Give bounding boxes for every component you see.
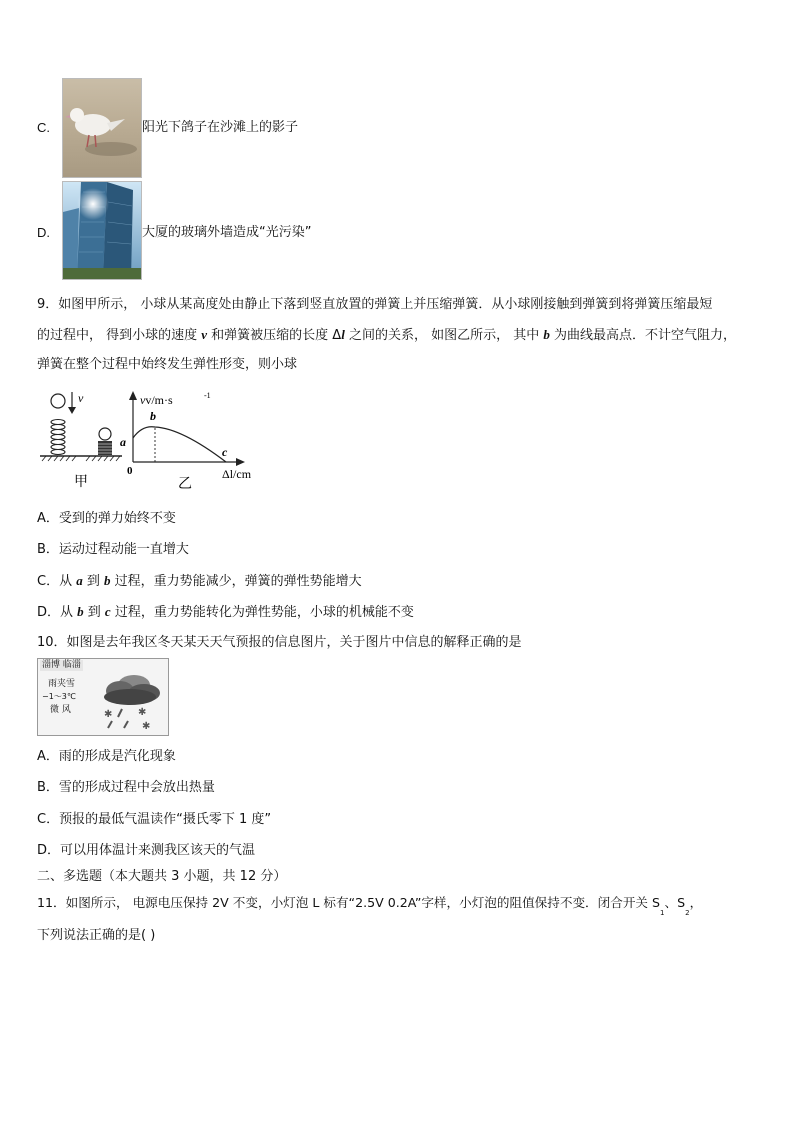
y-axis-exp: -1	[204, 391, 211, 400]
y-axis-label: vv/m·s	[140, 393, 173, 407]
option-var: a	[76, 573, 83, 588]
option-text: 雨的形成是汽化现象	[58, 749, 176, 764]
option-letter: B．	[37, 780, 59, 795]
cloud-snow-icon	[94, 671, 166, 731]
q11-sub-1: 1	[660, 909, 665, 917]
x-axis-label: Δl/cm	[222, 467, 252, 481]
pigeon-shadow-photo	[62, 78, 142, 178]
q10-option-a	[37, 748, 176, 766]
option-text: 运动过程动能一直增大	[58, 542, 189, 557]
q9-option-d	[37, 603, 414, 622]
glass-building-photo	[62, 181, 142, 280]
fig-label-jia: 甲	[74, 474, 88, 490]
point-c: c	[222, 445, 228, 459]
origin-label: 0	[127, 465, 133, 477]
option-letter: B．	[37, 542, 59, 557]
q9-text: 为曲线最高点．不计空气阻力，	[549, 328, 737, 343]
point-a: a	[120, 435, 126, 449]
q9-figure	[36, 388, 276, 498]
q9-text: 和弹簧被压缩的长度 Δ	[207, 328, 342, 343]
q10-line-1: 10．如图是去年我区冬天某天天气预报的信息图片，关于图片中信息的解释正确的是	[37, 635, 522, 650]
q9-var-b: b	[543, 327, 550, 342]
option-text: 受到的弹力始终不变	[58, 511, 176, 526]
option-c-top-text: 阳光下鸽子在沙滩上的影子	[142, 120, 299, 135]
option-d-top	[37, 224, 50, 243]
fig-label-yi: 乙	[178, 476, 192, 492]
q9-var-v: v	[201, 327, 208, 342]
option-letter: A．	[37, 749, 59, 764]
q9-line-2	[37, 326, 736, 345]
velocity-curve	[133, 427, 226, 462]
option-letter: C．	[37, 574, 60, 589]
q9-option-c	[37, 572, 362, 591]
q10-option-c	[37, 811, 271, 829]
option-c-top	[37, 119, 50, 138]
option-var: c	[104, 604, 111, 619]
weather-wind: 微 风	[50, 705, 71, 715]
section-heading: 二、多选题（本大题共 3 小题，共 12 分）	[37, 869, 287, 884]
option-letter: D．	[37, 605, 61, 620]
option-letter: D．	[37, 843, 61, 858]
q11-text: 11．如图所示， 电源电压保持 2V 不变，小灯泡 L 标有“2.5V 0.2A”字样，小灯泡的阻值保持不变．闭合开关 S	[37, 895, 661, 910]
svg-text:✱: ✱	[142, 721, 151, 731]
option-text: 预报的最低气温读作“摄氏零下 1 度”	[59, 812, 272, 827]
option-letter: C．	[37, 812, 60, 827]
q10-option-b	[37, 779, 215, 797]
q11-sep: 、S	[664, 895, 686, 910]
q9-text: 之间的关系， 如图乙所示， 其中	[344, 328, 544, 343]
q11-line-2: 下列说法正确的是( )	[37, 928, 156, 943]
option-text: 可以用体温计来测我区该天的气温	[60, 843, 256, 858]
q11-sub-2: 2	[685, 909, 690, 917]
ball-on-spring	[99, 428, 111, 440]
weather-place: 淄博 临淄	[42, 660, 81, 670]
q11-tail: ，	[689, 895, 703, 910]
spring-uncompressed	[51, 420, 65, 455]
option-var: b	[77, 604, 84, 619]
falling-ball	[51, 394, 65, 408]
option-var: b	[103, 573, 111, 588]
fig-v-label: v	[78, 391, 84, 405]
option-text: 到	[82, 574, 104, 589]
q9-line-3: 弹簧在整个过程中始终发生弹性形变，则小球	[37, 357, 298, 372]
option-letter: D.	[37, 225, 50, 240]
point-b: b	[150, 409, 156, 423]
option-text: 到	[83, 605, 105, 620]
option-letter: A．	[37, 511, 59, 526]
q9-var-l: l	[341, 327, 345, 342]
q11-line-1	[37, 894, 703, 917]
option-text: 过程，重力势能转化为弹性势能，小球的机械能不变	[110, 605, 414, 620]
q10-option-d	[37, 842, 255, 860]
option-text: 过程，重力势能减少，弹簧的弹性势能增大	[110, 574, 362, 589]
option-letter: C.	[37, 120, 50, 135]
weather-type: 雨夹雪	[48, 679, 76, 689]
q9-text: 的过程中， 得到小球的速度	[37, 328, 202, 343]
y-axis-unit: v/m·s	[145, 393, 173, 407]
weather-temp: −1～3℃	[42, 692, 76, 701]
option-d-top-text: 大厦的玻璃外墙造成“光污染”	[142, 225, 312, 240]
q9-option-a	[37, 510, 176, 528]
option-text: 雪的形成过程中会放出热量	[58, 780, 215, 795]
q9-line-1: 9．如图甲所示， 小球从某高度处由静止下落到竖直放置的弹簧上并压缩弹簧．从小球刚接触到弹簧到将弹簧压缩最短	[37, 297, 713, 312]
option-text: 从	[59, 574, 77, 589]
svg-text:✱: ✱	[138, 707, 147, 718]
weather-forecast-image	[37, 658, 169, 736]
q9-option-b	[37, 541, 189, 559]
option-text: 从	[60, 605, 78, 620]
svg-text:✱: ✱	[104, 709, 113, 720]
